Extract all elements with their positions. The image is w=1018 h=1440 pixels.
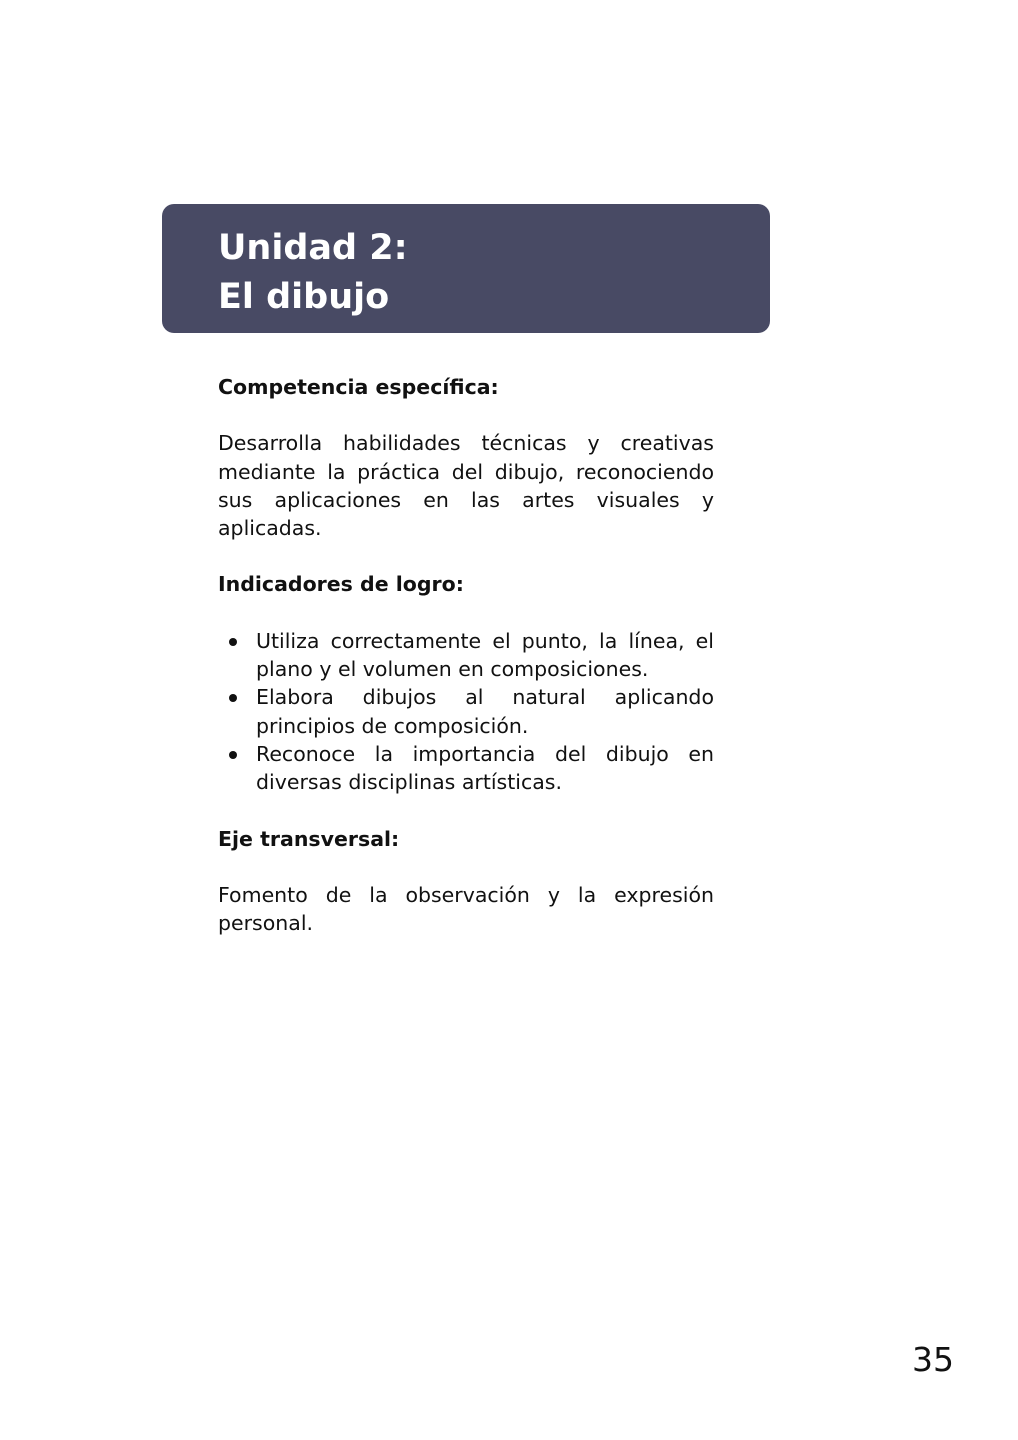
indicadores-list (218, 627, 714, 797)
indicadores-heading: Indicadores de logro: (218, 572, 464, 597)
bullet-icon (229, 751, 237, 759)
competencia-text: Desarrolla habilidades técnicas y creativas mediante la práctica del dibujo, reconociendo sus aplicaciones en las artes visuales y aplicadas. (218, 431, 714, 541)
bullet-icon (229, 638, 237, 646)
indicator-text: Elabora dibujos al natural aplicando principios de composición. (256, 685, 714, 738)
eje-section (218, 825, 714, 938)
list-item (218, 740, 714, 797)
unit-title-banner (162, 204, 770, 333)
bullet-icon (229, 694, 237, 702)
indicator-text: Utiliza correctamente el punto, la línea, el plano y el volumen en composiciones. (256, 628, 714, 682)
indicator-text: Reconoce la importancia del dibujo en diversas disciplinas artísticas. (256, 741, 714, 795)
indicadores-section (218, 570, 714, 796)
page-number: 35 (912, 1340, 954, 1379)
list-item (218, 683, 714, 740)
list-item (218, 627, 714, 684)
unit-content (218, 373, 714, 965)
competencia-section (218, 373, 714, 542)
eje-text: Fomento de la observación y la expresión personal. (218, 882, 714, 936)
unit-number-title: Unidad 2: (218, 228, 408, 268)
unit-name-title: El dibujo (218, 277, 390, 317)
competencia-heading: Competencia específica: (218, 375, 499, 399)
eje-heading: Eje transversal: (218, 826, 400, 851)
